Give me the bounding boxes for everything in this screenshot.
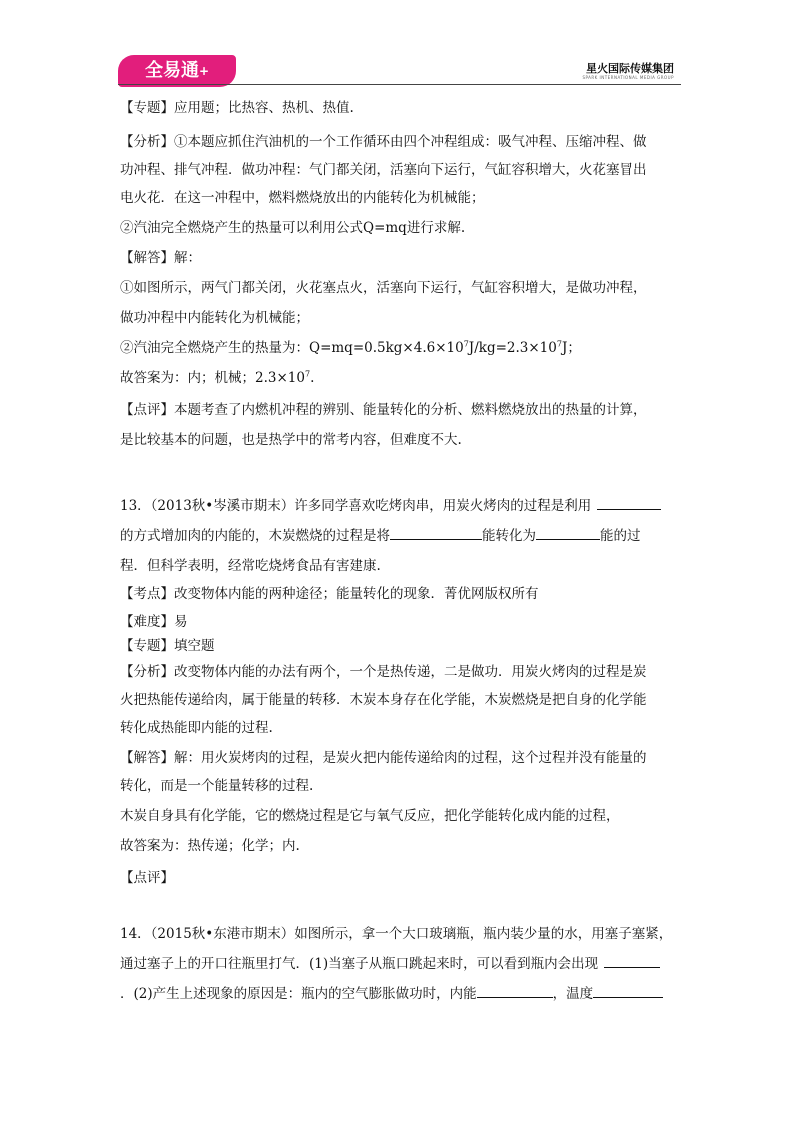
- text-line: 做功冲程中内能转化为机械能；: [120, 310, 309, 326]
- question-14-line-1: 14．（2015秋•东港市期末）如图所示，拿一个大口玻璃瓶，瓶内装少量的水，用塞子塞紧，: [120, 926, 673, 942]
- question-14-line-3: ．(2)产生上述现象的原因是：瓶内的空气膨胀做功时，内能 ，温度: [120, 982, 663, 1002]
- text-line: 【解答】解：: [120, 250, 201, 266]
- logo: 全易通+: [118, 55, 236, 87]
- answer-blank[interactable]: [477, 983, 553, 998]
- text-line: 功冲程、排气冲程．做功冲程：气门都关闭，活塞向下运行，气缸容积增大，火花塞冒出: [120, 162, 647, 178]
- heat-formula-line: ②汽油完全燃烧产生的热量为：$Q=mq=0.5kg\times 4.6\times 10^7J/kg=2.3\times 10^7J$；: [120, 339, 581, 356]
- text-line: 【点评】: [120, 870, 174, 886]
- text-line: 故答案为：热传递；化学；内.: [120, 838, 300, 854]
- text-line: 火把热能传递给肉，属于能量的转移．木炭本身存在化学能，木炭燃烧是把自身的化学能: [120, 692, 647, 708]
- brand-name-en: SPARK INTERNATIONAL MEDIA GROUP: [582, 75, 674, 80]
- text-line: 【解答】解：用火炭烤肉的过程，是炭火把内能传递给肉的过程，这个过程并没有能量的: [120, 750, 647, 766]
- answer-blank[interactable]: [593, 983, 663, 998]
- answer-blank[interactable]: [597, 495, 661, 510]
- answer-line: 故答案为：内；机械；$2.3\times 10^7$.: [120, 369, 315, 386]
- text-line: 木炭自身具有化学能，它的燃烧过程是它与氧气反应，把化学能转化成内能的过程，: [120, 808, 620, 824]
- text-line: 【分析】改变物体内能的办法有两个，一个是热传递，二是做功．用炭火烤肉的过程是炭: [120, 664, 647, 680]
- text-line: 【考点】改变物体内能的两种途径；能量转化的现象．菁优网版权所有: [120, 586, 539, 602]
- text-line: 【专题】应用题；比热容、热机、热值.: [120, 100, 354, 116]
- question-14-line-2: 通过塞子上的开口往瓶里打气．(1)当塞子从瓶口跳起来时，可以看到瓶内会出现: [120, 952, 660, 972]
- text-line: 【难度】易: [120, 614, 188, 630]
- text-line: 电火花．在这一冲程中，燃料燃烧放出的内能转化为机械能；: [120, 190, 485, 206]
- text-line: 转化，而是一个能量转移的过程.: [120, 778, 314, 794]
- answer-blank[interactable]: [390, 525, 482, 540]
- answer-blank[interactable]: [536, 525, 600, 540]
- text-line: 【专题】填空题: [120, 638, 215, 654]
- text-line: 【分析】①本题应抓住汽油机的一个工作循环由四个冲程组成：吸气冲程、压缩冲程、做: [120, 134, 647, 150]
- answer-blank[interactable]: [604, 953, 660, 968]
- question-13-line-3: 程．但科学表明，经常吃烧烤食品有害建康.: [120, 558, 381, 574]
- brand: [582, 62, 674, 81]
- brand-name: 星火国际传媒集团: [586, 62, 674, 75]
- question-13-line-1: 13．（2013秋•岑溪市期末）许多同学喜欢吃烤肉串，用炭火烤肉的过程是利用: [120, 494, 661, 514]
- text-line: 是比较基本的问题，也是热学中的常考内容，但难度不大.: [120, 432, 462, 448]
- header-divider: [118, 84, 681, 85]
- text-line: 转化成热能即内能的过程.: [120, 720, 273, 736]
- text-line: ①如图所示，两气门都关闭，火花塞点火，活塞向下运行，气缸容积增大，是做功冲程，: [120, 280, 647, 296]
- question-13-line-2: 的方式增加肉的内能的，木炭燃烧的过程是将 能转化为 能的过: [120, 524, 641, 544]
- text-line: ②汽油完全燃烧产生的热量可以利用公式Q=mq进行求解.: [120, 220, 466, 236]
- text-line: 【点评】本题考查了内燃机冲程的辨别、能量转化的分析、燃料燃烧放出的热量的计算，: [120, 402, 647, 418]
